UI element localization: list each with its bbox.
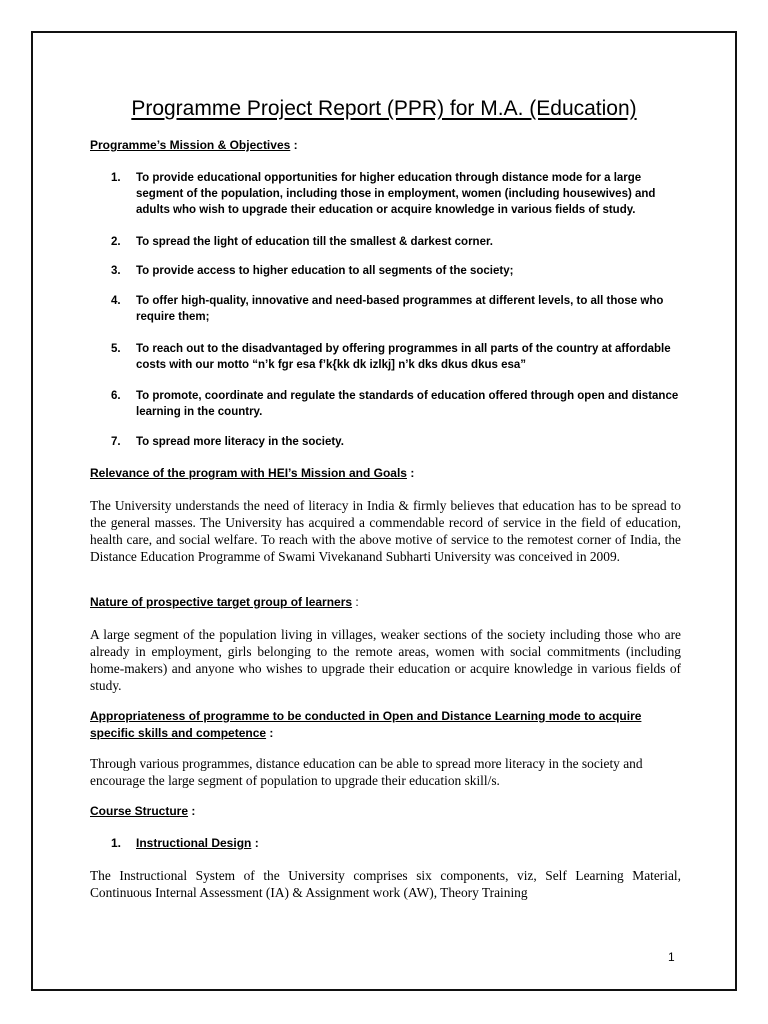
objective-number: 3. [111,265,121,277]
objective-number: 5. [111,343,121,355]
objective-item [90,234,681,250]
appropriateness-heading [90,708,681,742]
subsection-number: 1. [111,836,122,850]
instructional-design-heading [90,835,681,852]
objective-item [90,170,681,218]
target-group-heading-text: Nature of prospective target group of learners [90,595,353,609]
mission-heading [90,137,681,154]
objective-item [90,263,681,279]
relevance-body: The University understands the need of literacy in India & firmly believes that education has to be spread to the general masses. The University has acquired a commendable record of service in the field of education, health care, and social welfare. To reach with the above motive of service to the remotest corner of India, the Distance Education Programme of Swami Vivekanand Subharti University was conceived in 2009. [90,498,681,564]
objectives-list [90,263,681,279]
appropriateness-section [90,708,681,742]
appropriateness-body-block [90,755,681,789]
target-group-body-block [90,626,681,694]
objective-item [90,434,681,450]
objectives-list [90,434,681,450]
objective-item [90,388,681,420]
objectives-list [90,293,681,325]
appropriateness-body: Through various programmes, distance education can be able to spread more literacy in the society and encourage the large segment of population to upgrade their education skill/s. [90,756,643,788]
relevance-section [90,465,681,482]
objective-item [90,341,681,373]
objective-number: 7. [111,436,121,448]
objective-number: 1. [111,172,121,184]
page-number: 1 [668,950,675,964]
target-group-heading-colon: : [355,595,359,609]
target-group-heading [90,594,681,611]
objective-text: To reach out to the disadvantaged by offering programmes in all parts of the country at affordable costs with our motto “n’k fgr esa f’k{kk dk izlkj] n’k dks dkus dkus esa” [136,343,671,371]
objective-item [90,293,681,325]
document-title: Programme Project Report (PPR) for M.A. (Education) [131,97,637,120]
objective-text: To offer high-quality, innovative and need-based programmes at different levels, to all those who require them; [136,295,664,323]
mission-heading-colon: : [293,138,298,152]
objectives-list [90,341,681,373]
objective-text: To spread more literacy in the society. [136,436,344,448]
objectives-list [90,234,681,250]
instructional-design-subsection [90,835,681,852]
instructional-design-heading-colon: : [254,836,259,850]
relevance-heading [90,465,681,482]
target-group-body: A large segment of the population living in villages, weaker sections of the society including those who are already in employment, girls belonging to the remote areas, women with social commitments (including home-makers) and anyone who wishes to upgrade their education or acquire knowledge in various fields of study. [90,627,681,693]
course-structure-heading [90,803,681,820]
objective-number: 6. [111,390,121,402]
course-structure-heading-text: Course Structure [90,804,189,818]
relevance-body-block [90,497,681,565]
course-structure-section [90,803,681,820]
mission-section [90,137,681,154]
course-structure-heading-colon: : [191,804,196,818]
instructional-design-heading-text: Instructional Design [136,836,252,850]
objective-number: 4. [111,295,121,307]
objectives-list [90,388,681,420]
objective-text: To promote, coordinate and regulate the standards of education offered through open and distance learning in the country. [136,390,679,418]
objective-text: To provide educational opportunities for higher education through distance mode for a large segment of the population, including those in employment, women (including housewives) and adults who wish to upgrade their education or acquire knowledge in various fields of study. [136,172,656,216]
course-structure-body-block [90,867,681,901]
objective-number: 2. [111,236,121,248]
appropriateness-heading-text: Appropriateness of programme to be conducted in Open and Distance Learning mode to acquire specific skills and competence [90,709,642,740]
relevance-heading-colon: : [410,466,415,480]
objective-text: To spread the light of education till the smallest & darkest corner. [136,236,493,248]
objectives-list [90,170,681,218]
course-structure-body: The Instructional System of the University comprises six components, viz, Self Learning Material, Continuous Internal Assessment (IA) & Assignment work (AW), Theory Training [90,868,681,900]
appropriateness-heading-colon: : [269,726,274,740]
mission-heading-text: Programme’s Mission & Objectives [90,138,291,152]
target-group-section [90,594,681,611]
objective-text: To provide access to higher education to all segments of the society; [136,265,514,277]
relevance-heading-text: Relevance of the program with HEI’s Mission and Goals [90,466,407,480]
